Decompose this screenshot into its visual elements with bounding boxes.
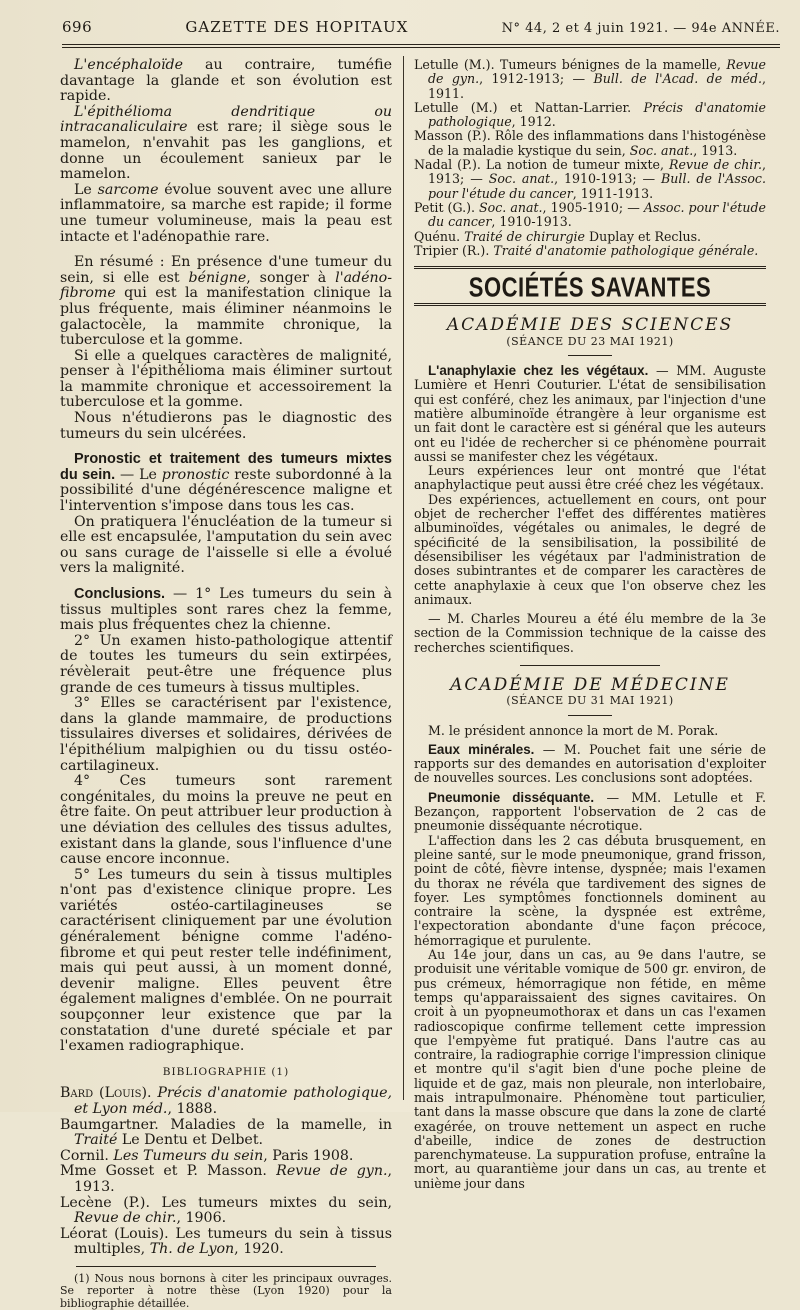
header-rule-2 <box>62 47 780 48</box>
divider <box>568 715 612 716</box>
section-rule <box>414 266 766 269</box>
paragraph: — M. Charles Moureu a été élu membre de la 3e section de la Commission technique de la caisse des recherches scientifiques. <box>414 611 766 655</box>
page-header <box>62 18 780 40</box>
academy-heading: ACADÉMIE DES SCIENCES <box>446 315 734 336</box>
bibliography-entry: Bard (Louis). Précis d'anatomie pathologique, et Lyon méd., 1888. <box>60 1085 392 1117</box>
section-heading: L'anaphylaxie chez les végétaux. <box>428 363 649 379</box>
paragraph: On pratiquera l'énucléation de la tumeur si elle est encapsulée, l'amputation du sein avec ou sans curage de l'aisselle si elle a évolué vers la malignité. <box>60 513 392 577</box>
page-number: 696 <box>62 18 93 36</box>
bibliography-entry: Tripier (R.). Traité d'anatomie pathologique générale. <box>414 242 759 258</box>
paragraph: L'épithélioma dendritique ou intracanaliculaire est rare; il siège sous le mamelon, n'envahit pas les ganglions, et donne un écoulement sanieux par le mamelon. <box>60 103 392 183</box>
paragraph: Pronostic et traitement des tumeurs mixtes du sein. — Le pronostic reste subordonné à la possibilité d'une dégénérescence maligne et l'intervention s'impose dans tous les cas. <box>60 451 392 515</box>
divider <box>520 665 660 666</box>
paragraph: Si elle a quelques caractères de malignité, penser à l'épithélioma mais éliminer surtout la mammite chronique et accessoirement la tuberculose et la gomme. <box>60 347 392 411</box>
footnote: (1) Nous nous bornons à citer les principaux ouvrages. Se reporter à notre thèse (Lyon 1920) pour la bibliographie détaillée. <box>60 1271 392 1310</box>
paragraph: L'anaphylaxie chez les végétaux. — MM. Auguste Lumière et Henri Couturier. L'état de sensibilisation qui est conféré, chez les animaux, par l'injection d'une matière albuminoïde étrangère à leur organisme est un fait dont le caractère est si général que les auteurs ont eu l'idée de rechercher si ce phénomène pourrait aussi se manifester chez les végétaux. <box>414 363 766 464</box>
paragraph: 3° Elles se caractérisent par l'existence, dans la glande mammaire, de productions tissulaires diverses et solidaires, dérivées de l'épithélium malpighien ou du tissu ostéo-cartilagineux. <box>60 695 392 774</box>
section-banner: SOCIÉTÉS SAVANTES <box>468 271 712 304</box>
paragraph: L'encéphaloïde au contraire, tuméfie davantage la glande et son évolution est rapide. <box>60 57 392 105</box>
bibliography-entry: Letulle (M.). Tumeurs bénignes de la mamelle, Revue de gyn., 1912-1913; — Bull. de l'Acad. de méd., 1911. <box>414 57 766 101</box>
paragraph: Conclusions. — 1° Les tumeurs du sein à tissus multiples sont rares chez la femme, mais plus fréquentes chez la chienne. <box>60 586 392 634</box>
bibliography-entry: Mme Gosset et P. Masson. Revue de gyn., 1913. <box>60 1163 392 1195</box>
section-heading: Pronostic et traitement des tumeurs mixtes du sein. <box>60 451 392 483</box>
bibliography-entry: Cornil. Les Tumeurs du sein, Paris 1908. <box>60 1147 354 1164</box>
section-heading: Conclusions. <box>74 586 166 602</box>
journal-title: GAZETTE DES HOPITAUX <box>185 18 409 36</box>
bibliography-entry: Masson (P.). Rôle des inflammations dans l'histogénèse de la maladie kystique du sein, Soc. anat., 1913. <box>414 128 766 158</box>
paragraph: L'affection dans les 2 cas débuta brusquement, en pleine santé, sur le mode pneumonique, grand frisson, point de côté, fièvre intense, dyspnée; mais l'examen du thorax ne révéla que tardivement des signes de foyer. Les symptômes fonctionnels dominent au contraire la scène, la dyspnée est extrême, l'expectoration abondante d'une façon précoce, hémorragique et purulente. <box>414 832 766 948</box>
paragraph: Leurs expériences leur ont montré que l'état anaphylactique peut aussi être créé chez les végétaux. <box>414 463 766 493</box>
paragraph: Le sarcome évolue souvent avec une allure inflammatoire, sa marche est rapide; il forme une tumeur volumineuse, mais la peau est intacte et l'adénopathie rare. <box>60 181 392 245</box>
bibliography-entry: Quénu. Traité de chirurgie Duplay et Reclus. <box>414 228 702 244</box>
paragraph: Au 14e jour, dans un cas, au 9e dans l'autre, se produisit une véritable vomique de 500 gr. environ, de pus crémeux, hémorragique non fétide, en même temps qu'apparaissaient des signes cavitaires. On croit à un pyopneumothorax et dans un cas l'examen radioscopique confirme tellement cette impression que l'empyème fut pratiqué. Dans l'autre cas au contraire, la radiographie corrige l'impression clinique et montre qu'il s'agit bien d'une poche pleine de liquide et de gaz, mais non pleurale, non interlobaire, mais intrapulmonaire. Phénomène tout particulier, tant dans la masse obscure que dans la zone de clarté exagérée, on trouve nettement un aspect en ruche d'abeille, indice de zones de destruction parenchymateuse. La suppuration profuse, entraîne la mort, au quarantième jour dans un cas, au trente et unième jour dans <box>414 947 766 1191</box>
section-heading: Pneumonie disséquante. <box>428 789 595 805</box>
session-date: (SÉANCE DU 23 MAI 1921) <box>506 334 674 348</box>
paragraph: 5° Les tumeurs du sein à tissus multiples n'ont pas d'existence clinique propre. Les variétés ostéo-cartilagineuses se caractérisent cliniquement par une évolution généralement bénigne comme l'adéno-fibrome et qui peut rester telle indéfiniment, mais qui peut aussi, à un moment donné, devenir maligne. Elles peuvent être également malignes d'emblée. On ne pourrait soupçonner leur existence que par la constatation d'une dureté spéciale et par l'examen radiographique. <box>60 866 392 1055</box>
paragraph: Eaux minérales. — M. Pouchet fait une série de rapports sur des demandes en autorisation d'exploiter de nouvelles sources. Les conclusions sont adoptées. <box>414 741 766 786</box>
right-column <box>414 57 766 1191</box>
paragraph: Des expériences, actuellement en cours, ont pour objet de rechercher l'effet des différentes matières albuminoïdes, végétales ou animales, le degré de spécificité de la sensibilisation, la possibilité de désensibiliser les végétaux par l'administration de doses subintrantes et de comparer les caractères de cette anaphylaxie à ceux que l'on observe chez les animaux. <box>414 491 766 607</box>
bibliography-entry: Lecène (P.). Les tumeurs mixtes du sein, Revue de chir., 1906. <box>60 1194 392 1227</box>
bibliography-entry: Baumgartner. Maladies de la mamelle, in Traité Le Dentu et Delbet. <box>60 1116 392 1149</box>
footnote-rule <box>76 1266 376 1267</box>
bibliography-entry: Léorat (Louis). Les tumeurs du sein à tissus multiples, Th. de Lyon, 1920. <box>60 1225 392 1258</box>
bibliography-title: BIBLIOGRAPHIE (1) <box>162 1065 290 1078</box>
issue-info: N° 44, 2 et 4 juin 1921. — 94e ANNÉE. <box>501 21 780 36</box>
paragraph: 2° Un examen histo-pathologique attentif de toutes les tumeurs du sein extirpées, révèlerait peut-être une fréquence plus grande de ces tumeurs à tissus multiples. <box>60 632 392 696</box>
column-separator <box>403 56 404 1100</box>
bibliography-entry: Petit (G.). Soc. anat., 1905-1910; — Assoc. pour l'étude du cancer, 1910-1913. <box>414 199 766 230</box>
bibliography-entry: Letulle (M.) et Nattan-Larrier. Précis d'anatomie pathologique, 1912. <box>414 99 766 130</box>
section-rule <box>414 303 766 306</box>
paragraph: M. le président annonce la mort de M. Porak. <box>428 722 719 738</box>
paragraph: Pneumonie disséquante. — MM. Letulle et F. Bezançon, rapportent l'observation de 2 cas de pneumonie disséquante nécrotique. <box>414 789 766 834</box>
academy-heading: ACADÉMIE DE MÉDECINE <box>450 674 730 695</box>
left-column <box>60 57 393 1310</box>
header-rule <box>62 44 780 45</box>
paragraph: En résumé : En présence d'une tumeur du sein, si elle est bénigne, songer à l'adéno-fibrome qui est la manifestation clinique la plus fréquente, mais éliminer néanmoins le galactocèle, la mammite chronique, la tuberculose et la gomme. <box>60 254 393 349</box>
bibliography-entry: Nadal (P.). La notion de tumeur mixte, Revue de chir., 1913; — Soc. anat., 1910-1913; — Bull. de l'Assoc. pour l'étude du cancer, 1911-1913. <box>414 157 766 201</box>
paragraph: Nous n'étudierons pas le diagnostic des tumeurs du sein ulcérées. <box>60 410 392 442</box>
divider <box>568 355 612 356</box>
section-heading: Eaux minérales. <box>428 741 535 757</box>
session-date: (SÉANCE DU 31 MAI 1921) <box>506 694 674 708</box>
paragraph: 4° Ces tumeurs sont rarement congénitales, du moins la preuve ne peut en être faite. On peut attribuer leur production à une déviation des cellules des tissus adultes, existant dans la glande, sous l'influence d'une cause encore inconnue. <box>60 773 392 868</box>
